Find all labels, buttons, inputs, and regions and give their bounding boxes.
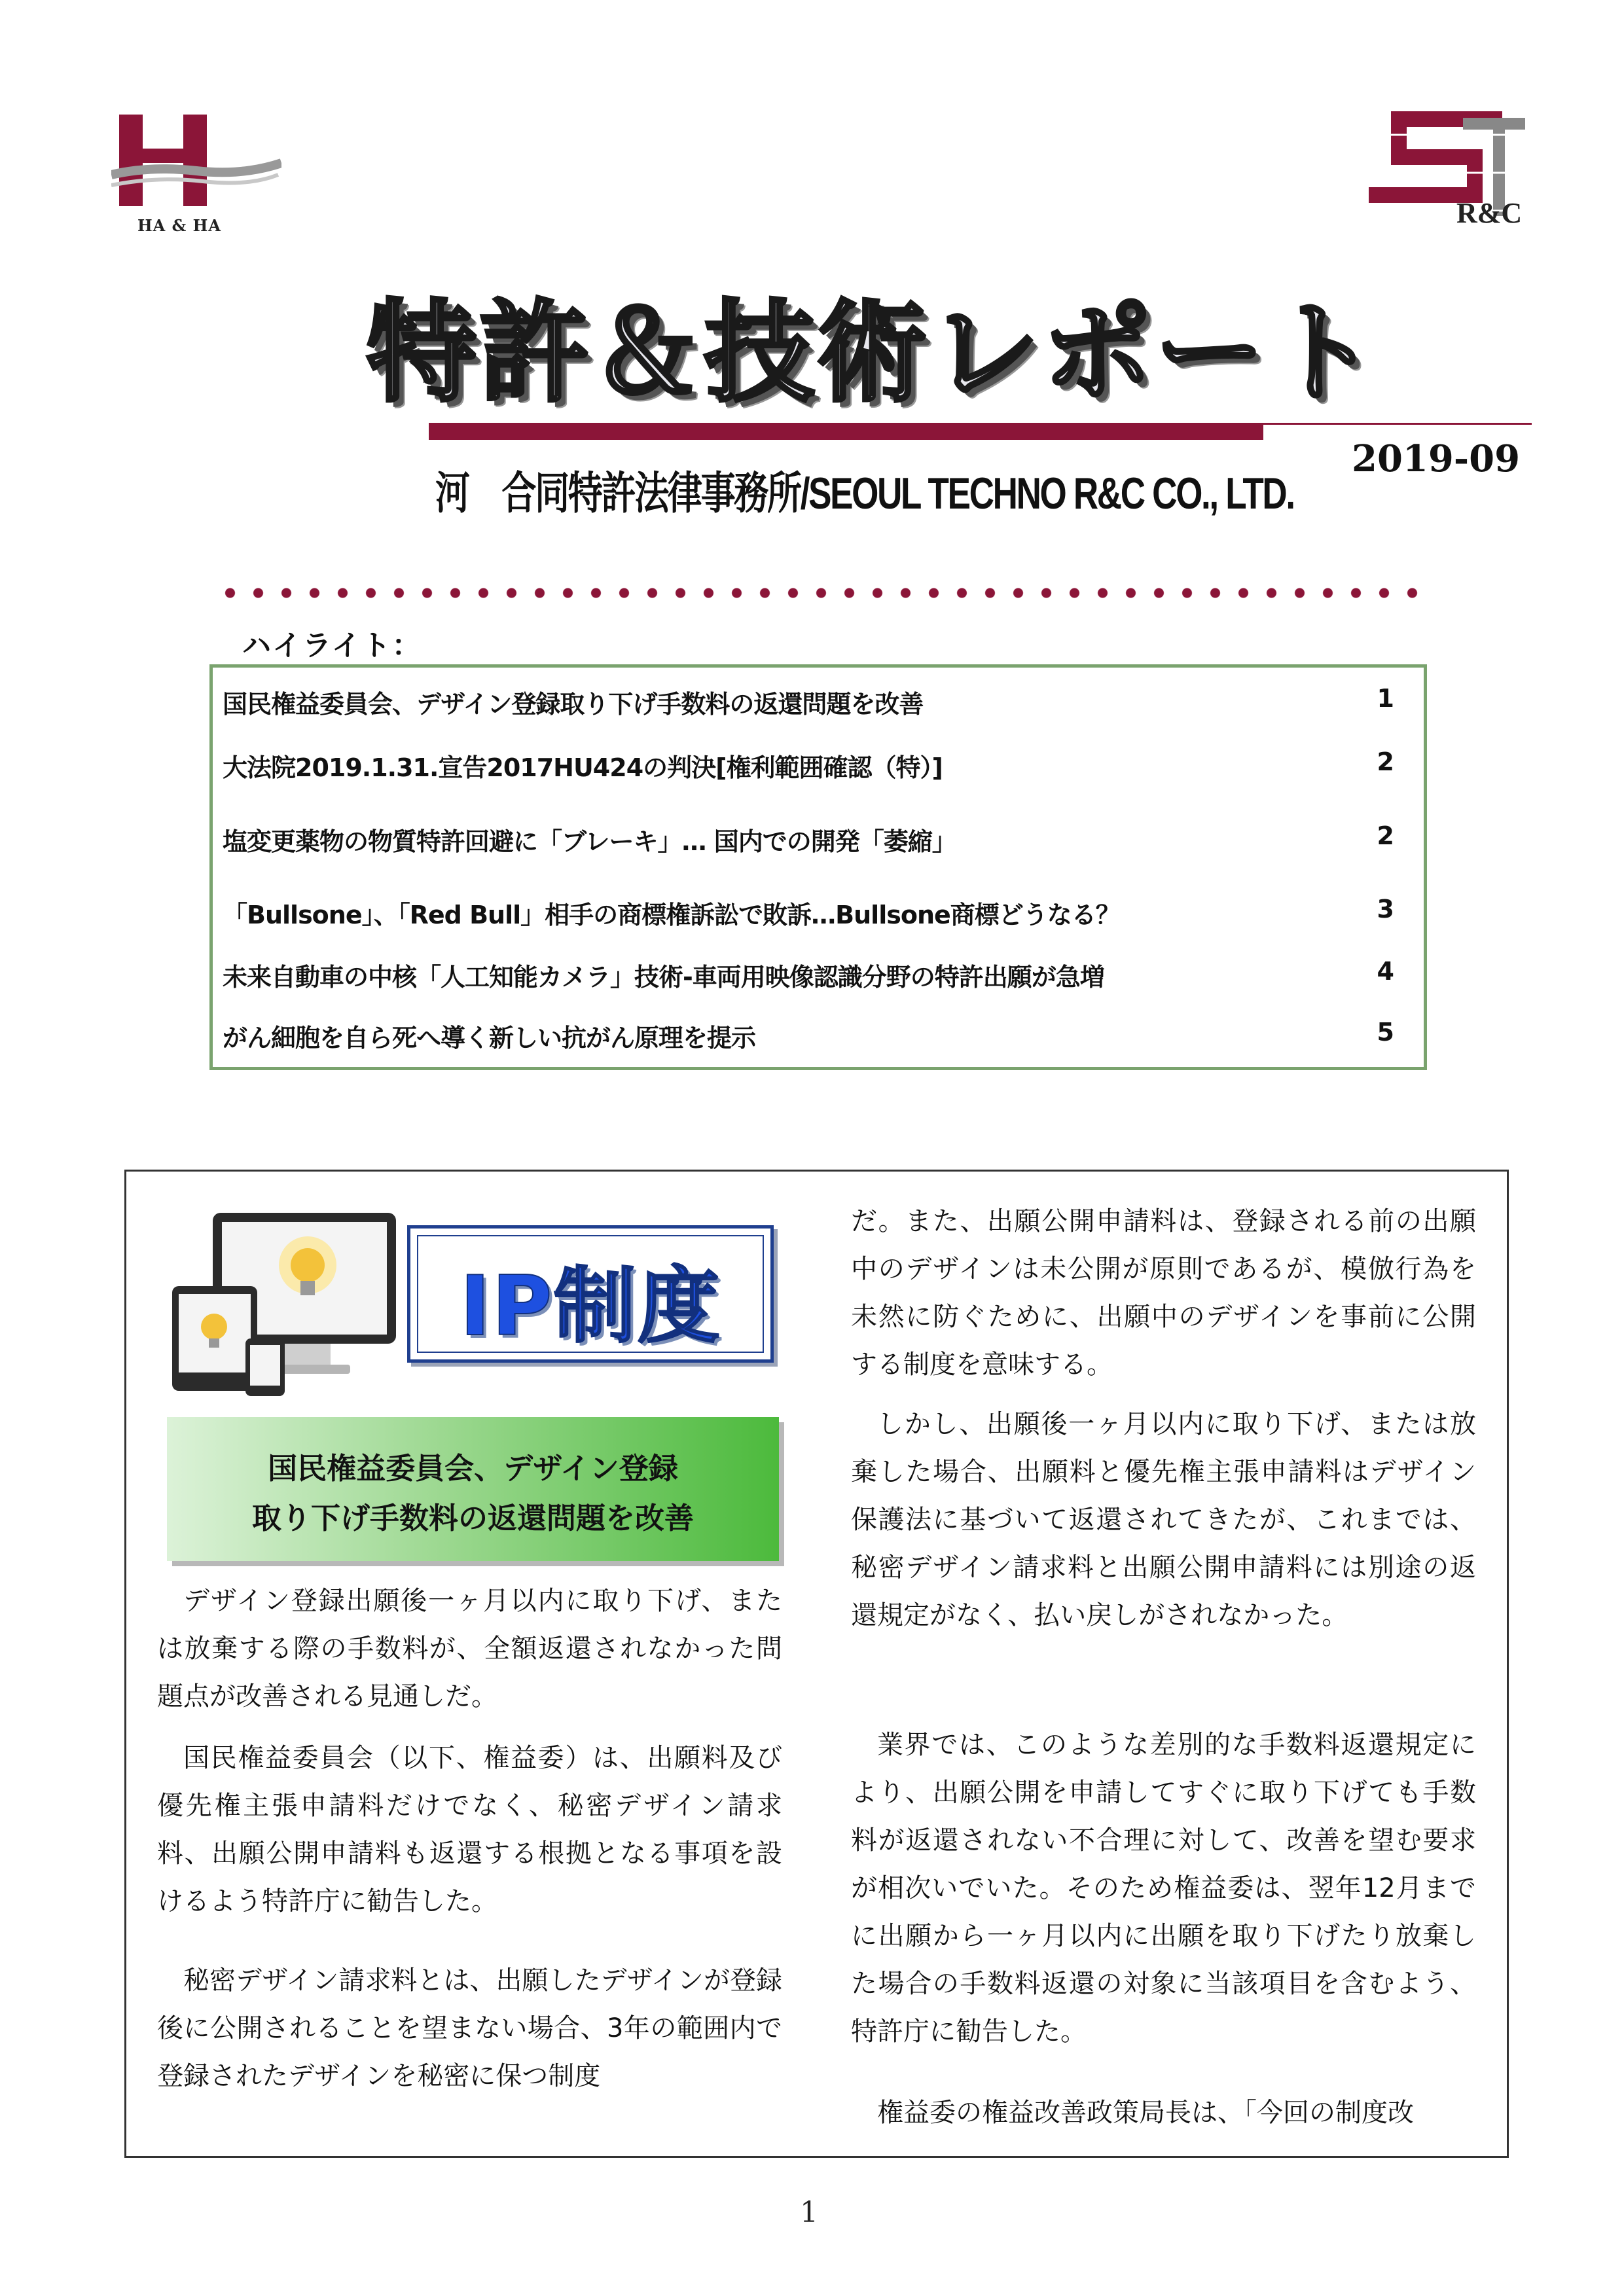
article-paragraph: デザイン登録出願後一ヶ月以内に取り下げ、または放棄する際の手数料が、全額返還されなかった問題点が改善される見通しだ。 (157, 1586, 782, 1712)
title-underline-bar (429, 423, 1263, 440)
article-paragraph: 国民権益委員会（以下、権益委）は、出願料及び優先権主張申請料だけでなく、秘密デザイン請求料、出願公開申請料も返還する根拠となる事項を設けるよう特許庁に勧告した。 (157, 1743, 782, 1916)
highlight-item-title: 塩変更薬物の物質特許回避に「ブレーキ」… 国内での開発「萎縮」 (223, 827, 956, 856)
highlight-item-page: 3 (1377, 895, 1394, 924)
ha-and-ha-caption: HA & HA (137, 216, 221, 235)
highlight-item[interactable] (216, 684, 1407, 723)
firm-name: 河 合同特許法律事務所/SEOUL TECHNO R&C CO., LTD. (435, 469, 1294, 518)
highlight-item[interactable] (216, 895, 1407, 934)
highlights-box (209, 664, 1427, 1070)
ip-system-badge (407, 1225, 774, 1363)
article-paragraph: 秘密デザイン請求料とは、出願したデザインが登録後に公開されることを望まない場合、3年の範囲内で登録されたデザインを秘密に保つ制度 (157, 1965, 782, 2091)
article-paragraph: だ。また、出願公開申請料は、登録される前の出願中のデザインは未公開が原則であるが、模倣行為を未然に防ぐために、出願中のデザインを事前に公開する制度を意味する。 (851, 1206, 1476, 1380)
article-paragraph: 権益委の権益改善政策局長は、「今回の制度改 (877, 2098, 1414, 2128)
highlight-item-page: 4 (1377, 957, 1394, 986)
highlights-heading: ハイライト： (242, 629, 422, 662)
report-title: 特許＆技術レポート (367, 289, 1380, 417)
highlight-item[interactable] (216, 957, 1407, 996)
article-heading-line-2: 取り下げ手数料の返還問題を改善 (251, 1501, 694, 1535)
title-underline-thin (1263, 423, 1532, 425)
rc-caption: R&C (1456, 197, 1523, 229)
ip-badge-label: IP制度 (460, 1258, 721, 1354)
highlight-item[interactable] (216, 747, 1407, 787)
article-heading-box (167, 1417, 779, 1561)
highlight-item-page: 2 (1377, 747, 1394, 776)
article-heading-line-1: 国民権益委員会、デザイン登録 (268, 1451, 678, 1486)
article-paragraph: しかし、出願後一ヶ月以内に取り下げ、または放棄した場合、出願料と優先権主張申請料はデザイン保護法に基づいて返還されてきたが、これまでは、秘密デザイン請求料と出願公開申請料には別途の返還規定がなく、払い戻しがされなかった。 (851, 1409, 1476, 1630)
devices-lightbulb-illustration (167, 1208, 403, 1397)
highlight-item-title: 未来自動車の中核「人工知能カメラ」技術-車両用映像認識分野の特許出願が急増 (223, 963, 1104, 992)
dotted-separator (216, 586, 1424, 600)
highlight-item-title: がん細胞を自ら死へ導く新しい抗がん原理を提示 (223, 1024, 756, 1052)
page-number: 1 (800, 2196, 818, 2229)
highlight-item-title: 大法院2019.1.31.宣告2017HU424の判決[権利範囲確認（特）] (223, 753, 943, 782)
article-paragraph: 業界では、このような差別的な手数料返還規定により、出願公開を申請してすぐに取り下げても手数料が返還されない不合理に対して、改善を望む要求が相次いでいた。そのため権益委は、翌年12月までに出願から一ヶ月以内に出願を取り下げたり放棄した場合の手数料返還の対象に当該項目を含むよう、特許庁に勧告した。 (851, 1730, 1476, 2047)
issue-date: 2019-09 (1352, 437, 1521, 480)
highlight-item[interactable] (216, 821, 1407, 861)
highlight-item-page: 1 (1377, 684, 1394, 713)
highlight-item-title: 国民権益委員会、デザイン登録取り下げ手数料の返還問題を改善 (223, 690, 924, 719)
highlight-item-page: 2 (1377, 821, 1394, 850)
highlight-item-page: 5 (1377, 1018, 1394, 1047)
highlight-item[interactable] (216, 1018, 1407, 1057)
highlight-item-title: 「Bullsone」、「Red Bull」相手の商標権訴訟で敗訴…Bullsone商標どうなる？ (223, 901, 1120, 929)
